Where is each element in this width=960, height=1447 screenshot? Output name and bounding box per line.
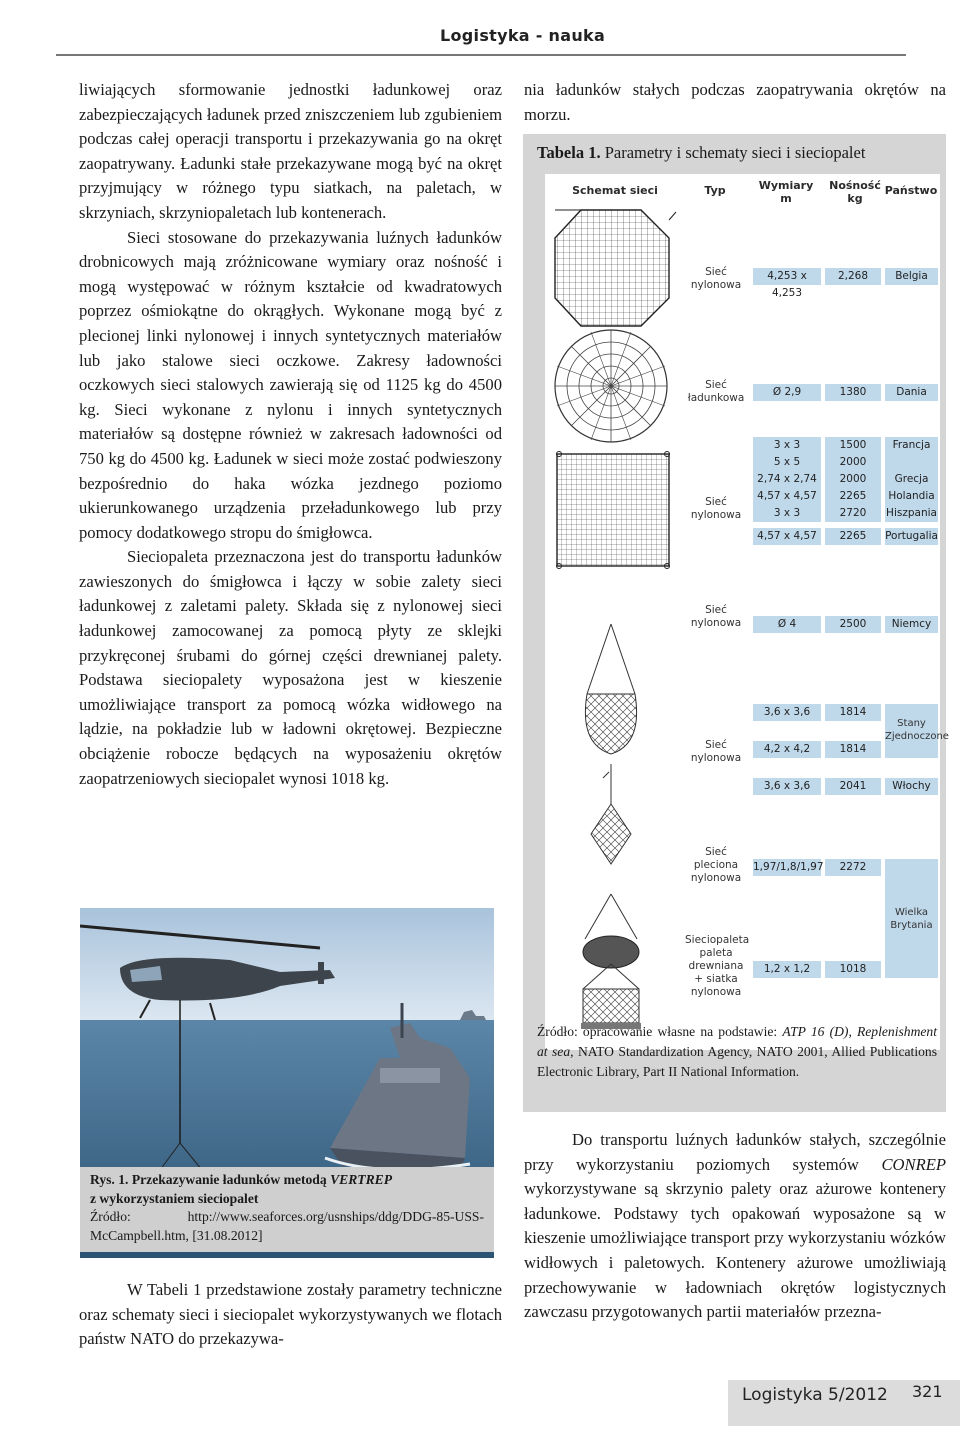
- load-cell: 1018: [825, 961, 881, 978]
- type-label-5: [685, 739, 747, 765]
- nets-table: [545, 174, 949, 1050]
- type-label-3: [685, 496, 747, 522]
- figure-source: Źródło: http://www.seaforces.org/usnships/ddg/DDG-85-USS-McCampbell.htm, [31.08.2012]: [90, 1209, 484, 1243]
- type-label-4: [685, 604, 747, 630]
- net-schematics-drawing: [551, 204, 681, 1034]
- table-source: [537, 1022, 937, 1082]
- paragraph-3: Sieciopaleta przeznaczona jest do transportu ładunków zawieszonych do śmigłowca i łączy w sobie zalety sieci ładunkowej z zaletami palety. Składa się z nylonowej sieci ładunkowej zamocowanej za pomocą płyty ze sklejki przykręconej śrubami do górnej części drewnianej palety. Podstawa sieciopalety wyposażona jest w kieszenie umożliwiające transport za pomocą wózka widłowego na lądzie, na pokładzie lub w ładowni okrętowej. Bezpieczne obciążenie robocze będących na wyposażeniu okrętów zaopatrzeniowych sieciopalet wynosi 1018 kg.: [79, 547, 502, 788]
- figure-title: [90, 1171, 484, 1208]
- header-schema: Schemat sieci: [572, 184, 658, 197]
- type-line: Sieć: [705, 266, 727, 278]
- figure-label: Rys. 1.: [90, 1172, 129, 1187]
- header-country: Państwo: [884, 184, 938, 197]
- load-cell: 2265: [825, 488, 881, 505]
- header-dims: [751, 179, 821, 205]
- country-cell: Portugalia: [885, 528, 938, 545]
- load-cell: 2720: [825, 505, 881, 522]
- paragraph-conrep: [524, 1128, 946, 1325]
- type-line: ładunkowa: [687, 392, 745, 404]
- text-part: wykorzystywane są skrzynio palety oraz ażurowe kontenery ładunkowe. Podstawy tych opakowań wyposażone są w kieszenie umożliwiające transport przy wykorzystaniu wózków widłowych i paletowych. Kontenery ażurowe umożliwiają przechowywanie w ładowniach okrętów logistycznych zawczasu przygotowanych partii materiałów przezna-: [524, 1179, 946, 1322]
- type-line: nylonowa: [690, 872, 742, 884]
- figure-caption: [80, 1167, 494, 1252]
- page-number: 321: [912, 1382, 943, 1401]
- country-line: Wielka: [894, 907, 929, 918]
- paragraph-1: liwiających sformowanie jednostki ładunkowej oraz zabezpieczających ładunek przed zniszczeniem lub zgubieniem podczas całej operacji transportu i przekazywania go na okręt zaopatrywany. Ładunki stałe przekazywane mogą być na okręt przyjmujący w różnego typu siatkach, na paletach, w skrzyniach, skrzyniopaletach lub kontenerach.: [79, 80, 502, 222]
- footer-journal: Logistyka 5/2012: [742, 1385, 888, 1405]
- left-bottom-text: W Tabeli 1 przedstawione zostały parametry techniczne oraz schematy sieci i sieciopalet wykorzystywanych we flotach państw NATO do przekazywa-: [79, 1280, 502, 1349]
- load-cell: 1380: [825, 384, 881, 401]
- type-line: paleta: [699, 947, 733, 959]
- right-bottom-text: [524, 1128, 946, 1325]
- type-label-2: [685, 379, 747, 405]
- dims-cell: 2,74 x 2,74: [753, 471, 821, 488]
- load-cell: 2000: [825, 454, 881, 471]
- type-label-1: [685, 266, 747, 292]
- type-line: nylonowa: [690, 617, 742, 629]
- running-header: Logistyka - nauka: [440, 26, 606, 45]
- dims-cell: Ø 2,9: [753, 384, 821, 401]
- type-line: nylonowa: [690, 986, 742, 998]
- header-dims-unit: m: [780, 192, 792, 205]
- header-load: [825, 179, 885, 205]
- dims-cell: 4,253 x 4,253: [753, 268, 821, 285]
- dims-cell: 3 x 3: [753, 437, 821, 454]
- bag-net-icon: [585, 624, 636, 754]
- type-line: drewniana: [688, 960, 744, 972]
- dims-cell: 3,6 x 3,6: [753, 704, 821, 721]
- country-cell: Grecja: [885, 471, 938, 488]
- type-label-6: [685, 846, 747, 885]
- header-dims-label: Wymiary: [758, 179, 814, 192]
- country-line: Brytania: [890, 920, 933, 931]
- dims-cell: 4,2 x 4,2: [753, 741, 821, 758]
- load-cell: 1814: [825, 741, 881, 758]
- dims-cell: 3 x 3: [753, 505, 821, 522]
- load-cell: 2000: [825, 471, 881, 488]
- load-cell: 2265: [825, 528, 881, 545]
- square-net-icon: [557, 452, 670, 569]
- header-rule: [56, 54, 906, 56]
- country-cell-uk: [885, 906, 938, 932]
- header-load-unit: kg: [847, 192, 863, 205]
- country-cell: Włochy: [885, 778, 938, 795]
- octagon-net-icon: [555, 210, 676, 326]
- text-part: Do transportu luźnych ładunków stałych, szczególnie przy wykorzystaniu poziomych systemów: [524, 1130, 946, 1174]
- country-cell: Belgia: [885, 268, 938, 285]
- table-panel: [523, 134, 949, 1112]
- country-cell: Hiszpania: [885, 505, 938, 522]
- type-line: Sieć: [705, 846, 727, 858]
- load-cell: 2500: [825, 616, 881, 633]
- right-column-top-text: [524, 78, 946, 127]
- country-cell: [885, 454, 938, 471]
- dims-cell: 5 x 5: [753, 454, 821, 471]
- figure-title-part: z wykorzystaniem sieciopalet: [90, 1190, 259, 1206]
- figure-title-italic: VERTREP: [330, 1172, 393, 1187]
- type-line: Sieć: [705, 379, 727, 391]
- paragraph-continuation: nia ładunków stałych podczas zaopatrywania okrętów na morzu.: [524, 80, 946, 124]
- type-line: nylonowa: [690, 509, 742, 521]
- net-pallet-icon: [581, 964, 641, 1029]
- type-line: Sieć: [705, 496, 727, 508]
- source-prefix: Źródło: opracowanie własne na podstawie:: [537, 1024, 783, 1039]
- load-cell: 2041: [825, 778, 881, 795]
- dims-cell: 4,57 x 4,57: [753, 528, 821, 545]
- type-line: Sieciopaleta: [685, 934, 750, 946]
- dims-cell: 3,6 x 3,6: [753, 778, 821, 795]
- figure-title-part: Przekazywanie ładunków metodą: [131, 1172, 331, 1187]
- table-caption: [537, 143, 865, 163]
- type-line: pleciona: [693, 859, 739, 871]
- type-line: nylonowa: [690, 752, 742, 764]
- type-label-7: [685, 934, 750, 999]
- load-cell: 1814: [825, 704, 881, 721]
- paragraph-2: Sieci stosowane do przekazywania luźnych ładunków drobnicowych mają zróżnicowane wymiary oraz nośność i mogą występować w różnym kształcie od kwadratowych poprzez ośmiokątne do okrągłych. Wykonane mogą być z plecionej linki nylonowej i innych syntetycznych materiałów lub jako stalowe sieci oczkowe. Zakresy ładowności oczkowych sieci stalowych zawierają się od 1125 kg do 4500 kg. Sieci wykonane z nylonu i innych syntetycznych materiałów są dostępne również w zakresach ładowności od 750 kg do 4500 kg. Ładunek w sieci może zostać podwieszony bezpośrednio do haka wózka jezdnego poziomo ukierunkowanego urządzenia przeładunkowego lub przy pomocy dodatkowego stropu do śmigłowca.: [79, 227, 502, 542]
- country-line: Zjednoczone: [885, 731, 949, 742]
- load-cell: 1500: [825, 437, 881, 454]
- country-cell-usa: [885, 717, 949, 743]
- type-line: nylonowa: [690, 279, 742, 291]
- country-cell: Holandia: [885, 488, 938, 505]
- load-cell: 2,268: [825, 268, 881, 285]
- country-cell: Dania: [885, 384, 938, 401]
- table-caption-label: Tabela 1.: [537, 143, 601, 162]
- source-title: ATP 16 (D), Replenishment at sea: [537, 1024, 937, 1059]
- header-load-label: Nośność: [829, 179, 881, 192]
- country-cell: Niemcy: [885, 616, 938, 633]
- dims-cell: 1,2 x 1,2: [753, 961, 821, 978]
- braided-net-icon: [583, 894, 639, 968]
- type-line: + siatka: [694, 973, 738, 985]
- header-type: Typ: [704, 184, 726, 197]
- dims-cell: 1,97/1,8/1,97: [753, 859, 821, 876]
- type-line: Sieć: [705, 739, 727, 751]
- diamond-net-icon: [591, 764, 631, 864]
- load-cell: 2272: [825, 859, 881, 876]
- text-italic: CONREP: [881, 1154, 946, 1174]
- type-line: Sieć: [705, 604, 727, 616]
- dims-cell: 4,57 x 4,57: [753, 488, 821, 505]
- dims-cell: Ø 4: [753, 616, 821, 633]
- table-caption-text: Parametry i schematy sieci i sieciopalet: [604, 143, 866, 162]
- source-suffix: , NATO Standardization Agency, NATO 2001, Allied Publications Electronic Library, Part II National Information.: [537, 1044, 937, 1079]
- country-line: Stany: [897, 718, 926, 729]
- circular-net-icon: [555, 330, 667, 442]
- left-column-text: [79, 78, 502, 791]
- country-cell: Francja: [885, 437, 938, 454]
